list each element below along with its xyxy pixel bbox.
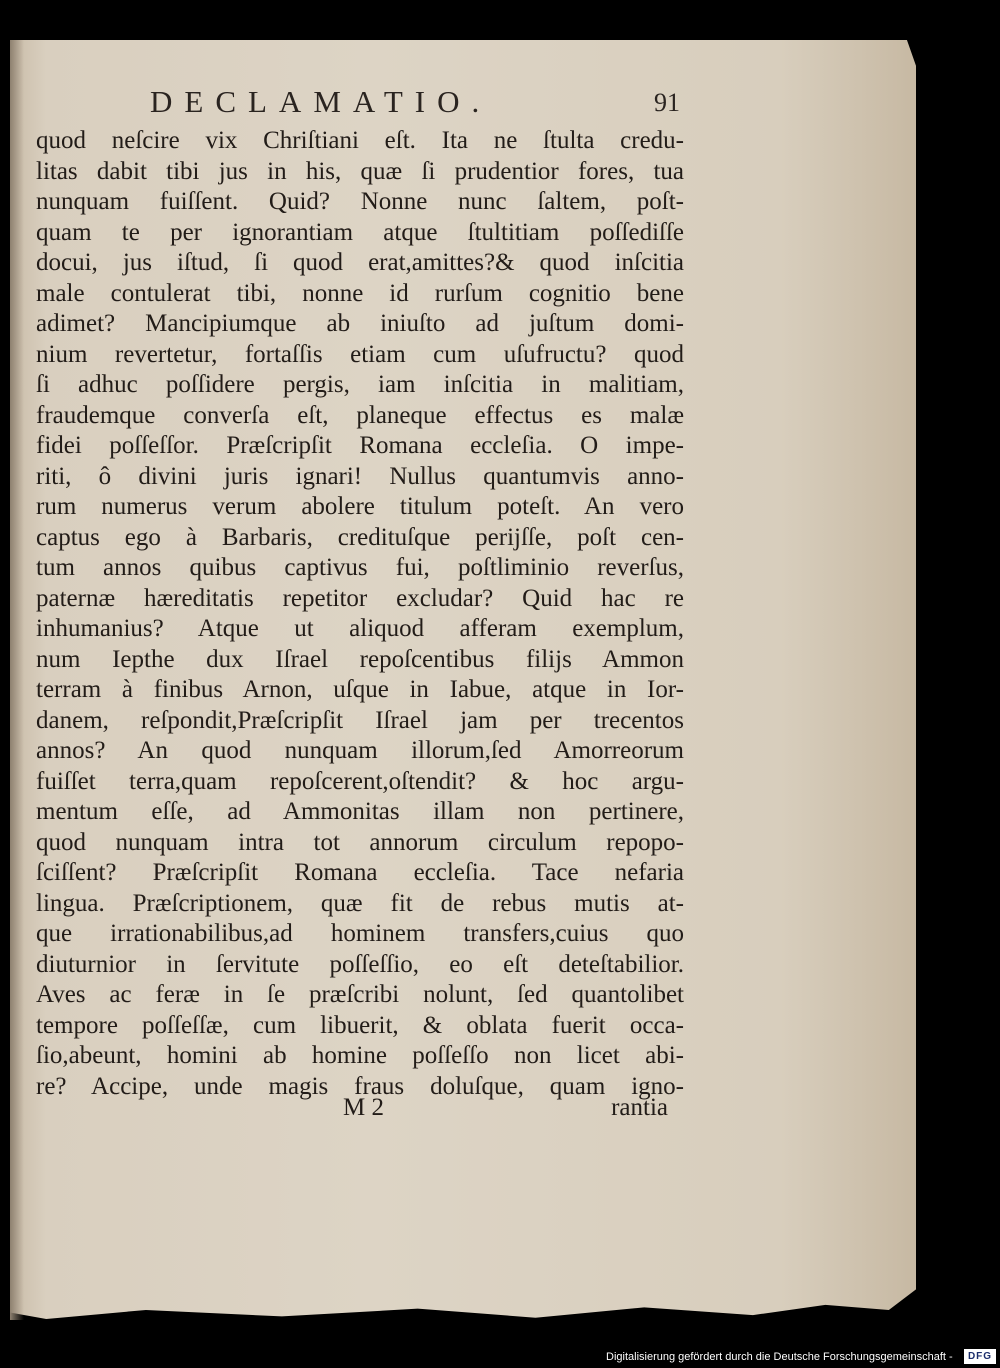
text-line: quam te per ignorantiam atque ſtultitiam poſſediſſe <box>36 218 684 246</box>
text-line: quod neſcire vix Chriſtiani eſt. Ita ne ſtulta credu- <box>36 127 684 154</box>
text-line: adimet? Mancipiumque ab iniuſto ad juſtum domi- <box>36 310 684 337</box>
text-line: danem, reſpondit,Præſcripſit Iſrael jam per trecentos <box>36 706 684 734</box>
text-line: captus ego à Barbaris, credituſque perijſſe, poſt cen- <box>36 523 684 551</box>
text-line: docui, jus iſtud, ſi quod erat,amittes?& quod inſcitia <box>36 249 684 276</box>
text-line: lingua. Præſcriptionem, quæ fit de rebus mutis at- <box>36 889 684 917</box>
text-line: nunquam fuiſſent. Quid? Nonne nunc ſaltem, poſt- <box>36 188 684 215</box>
text-line: fidei poſſeſſor. Præſcripſit Romana eccleſia. O impe- <box>36 432 684 459</box>
page-number: 91 <box>654 88 680 117</box>
text-line: diuturnior in ſervitute poſſeſſio, eo eſt deteſtabilior. <box>36 950 684 978</box>
text-line: litas dabit tibi jus in his, quæ ſi prudentior fores, tua <box>36 157 684 185</box>
funding-attribution: Digitalisierung gefördert durch die Deutsche Forschungsgemeinschaft - <box>606 1351 953 1363</box>
catchword: rantia <box>611 1094 668 1121</box>
text-line: terram à finibus Arnon, uſque in Iabue, atque in Ior- <box>36 676 684 703</box>
text-line: mentum eſſe, ad Ammonitas illam non pertinere, <box>36 798 684 825</box>
text-line: annos? An quod nunquam illorum,ſed Amorreorum <box>36 737 684 764</box>
dfg-logo: DFG <box>964 1349 996 1364</box>
text-line: Aves ac feræ in ſe præſcribi nolunt, ſed quantolibet <box>36 981 684 1008</box>
text-line: riti, ô divini juris ignari! Nullus quantumvis anno- <box>36 462 684 490</box>
text-line: tum annos quibus captivus fui, poſtliminio reverſus, <box>36 554 684 581</box>
signature-mark: M 2 <box>343 1094 384 1121</box>
running-title: DECLAMATIO. <box>150 84 492 119</box>
page-gutter-shadow <box>10 40 24 1320</box>
text-line: paternæ hæreditatis repetitor excludar? Quid hac re <box>36 584 684 612</box>
text-line: num Iepthe dux Iſrael repoſcentibus filijs Ammon <box>36 645 684 673</box>
page-header <box>150 80 680 124</box>
text-line: nium revertetur, fortaſſis etiam cum uſufructu? quod <box>36 340 684 368</box>
text-line: tempore poſſeſſæ, cum libuerit, & oblata fuerit occa- <box>36 1011 684 1039</box>
text-line: quod nunquam intra tot annorum circulum repopo- <box>36 828 684 856</box>
text-line: inhumanius? Atque ut aliquod afferam exemplum, <box>36 615 684 642</box>
text-line: re? Accipe, unde magis fraus doluſque, quam igno- <box>36 1072 684 1100</box>
text-line: fraudemque converſa eſt, planeque effectus es malæ <box>36 401 684 429</box>
text-line: ſio,abeunt, homini ab homine poſſeſſo non licet abi- <box>36 1042 684 1069</box>
text-line: que irrationabilibus,ad hominem transfers,cuius quo <box>36 920 684 947</box>
text-line: male contulerat tibi, nonne id rurſum cognitio bene <box>36 279 684 307</box>
text-line: ſciſſent? Præſcripſit Romana eccleſia. Tace nefaria <box>36 859 684 886</box>
page-footer <box>40 1094 668 1130</box>
text-line: ſi adhuc poſſidere pergis, iam inſcitia in malitiam, <box>36 371 684 398</box>
text-line: rum numerus verum abolere titulum poteſt. An vero <box>36 493 684 520</box>
body-text <box>36 126 684 1102</box>
text-line: fuiſſet terra,quam repoſcerent,oſtendit? & hoc argu- <box>36 767 684 795</box>
